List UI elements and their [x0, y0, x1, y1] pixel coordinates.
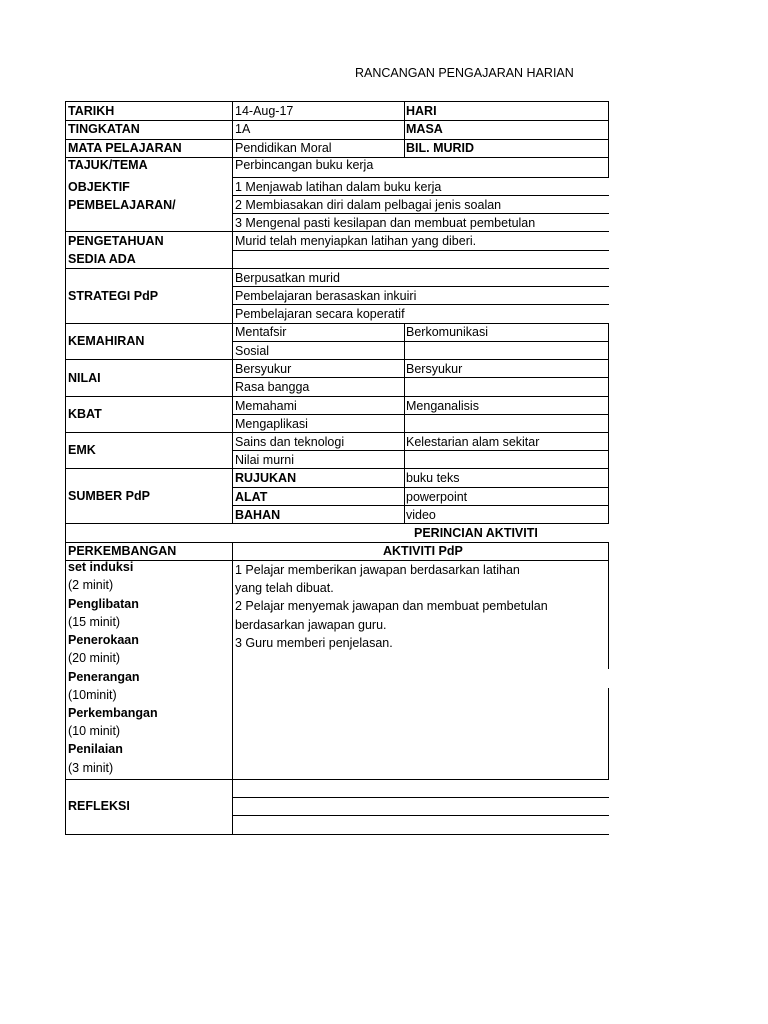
- emk-item[interactable]: Sains dan teknologi: [235, 435, 345, 449]
- strategi-item[interactable]: Berpusatkan murid: [235, 271, 340, 285]
- pengetahuan-value[interactable]: Murid telah menyiapkan latihan yang diberi.: [235, 234, 477, 248]
- aktiviti-header: AKTIVITI PdP: [383, 544, 463, 558]
- page-title: RANCANGAN PENGAJARAN HARIAN: [355, 66, 574, 80]
- phase-time: (20 minit): [68, 651, 121, 665]
- sumber-label: SUMBER PdP: [68, 489, 150, 503]
- phase-time: (10 minit): [68, 724, 121, 738]
- phase-name: Perkembangan: [68, 706, 158, 720]
- aktiviti-line[interactable]: 3 Guru memberi penjelasan.: [235, 636, 393, 650]
- mata-pelajaran-label: MATA PELAJARAN: [68, 141, 182, 155]
- refleksi-line-2[interactable]: [233, 798, 608, 815]
- phase-name: Penerokaan: [68, 633, 139, 647]
- pengetahuan-label-1: PENGETAHUAN: [68, 234, 164, 248]
- aktiviti-line[interactable]: berdasarkan jawapan guru.: [235, 618, 387, 632]
- bahan-label: BAHAN: [235, 508, 281, 522]
- tajuk-label: TAJUK/TEMA: [68, 158, 148, 172]
- rujukan-label: RUJUKAN: [235, 471, 297, 485]
- kbat-item[interactable]: Mengaplikasi: [235, 417, 308, 431]
- phase-name: set induksi: [68, 560, 134, 574]
- phase-time: (15 minit): [68, 615, 121, 629]
- strategi-item[interactable]: Pembelajaran berasaskan inkuiri: [235, 289, 417, 303]
- emk-item[interactable]: Kelestarian alam sekitar: [406, 435, 540, 449]
- tajuk-value[interactable]: Perbincangan buku kerja: [235, 158, 374, 172]
- kbat-label: KBAT: [68, 407, 102, 421]
- bahan-value[interactable]: video: [406, 508, 436, 522]
- alat-label: ALAT: [235, 490, 268, 504]
- nilai-label: NILAI: [68, 371, 101, 385]
- pengetahuan-label-2: SEDIA ADA: [68, 252, 136, 266]
- nilai-item[interactable]: Rasa bangga: [235, 380, 310, 394]
- kemahiran-item[interactable]: Berkomunikasi: [406, 325, 488, 339]
- kemahiran-item[interactable]: Mentafsir: [235, 325, 287, 339]
- objektif-label-2: PEMBELAJARAN/: [68, 198, 176, 212]
- kbat-item[interactable]: Menganalisis: [406, 399, 479, 413]
- refleksi-line-3[interactable]: [233, 816, 608, 833]
- bil-murid-label: BIL. MURID: [406, 141, 475, 155]
- objektif-item[interactable]: 2 Membiasakan diri dalam pelbagai jenis soalan: [235, 198, 502, 212]
- phase-time: (2 minit): [68, 578, 114, 592]
- refleksi-line-1[interactable]: [233, 780, 608, 797]
- emk-label: EMK: [68, 443, 96, 457]
- kbat-item[interactable]: Memahami: [235, 399, 297, 413]
- phase-name: Penilaian: [68, 742, 123, 756]
- objektif-item[interactable]: 1 Menjawab latihan dalam buku kerja: [235, 180, 442, 194]
- rujukan-value[interactable]: buku teks: [406, 471, 460, 485]
- kemahiran-label: KEMAHIRAN: [68, 334, 145, 348]
- emk-item[interactable]: Nilai murni: [235, 453, 295, 467]
- objektif-item[interactable]: 3 Mengenal pasti kesilapan dan membuat pembetulan: [235, 216, 536, 230]
- alat-value[interactable]: powerpoint: [406, 490, 468, 504]
- perincian-title: PERINCIAN AKTIVITI: [414, 526, 538, 540]
- aktiviti-line[interactable]: 2 Pelajar menyemak jawapan dan membuat pembetulan: [235, 599, 548, 613]
- strategi-item[interactable]: Pembelajaran secara koperatif: [235, 307, 405, 321]
- strategi-label: STRATEGI PdP: [68, 289, 159, 303]
- tarikh-label: TARIKH: [68, 104, 115, 118]
- mata-pelajaran-value[interactable]: Pendidikan Moral: [235, 141, 332, 155]
- phase-time: (3 minit): [68, 761, 114, 775]
- aktiviti-line[interactable]: yang telah dibuat.: [235, 581, 334, 595]
- objektif-label-1: OBJEKTIF: [68, 180, 130, 194]
- tarikh-value[interactable]: 14-Aug-17: [235, 104, 294, 118]
- hari-label: HARI: [406, 104, 437, 118]
- phase-time: (10minit): [68, 688, 117, 702]
- phase-name: Penglibatan: [68, 597, 139, 611]
- tingkatan-value[interactable]: 1A: [235, 122, 251, 136]
- aktiviti-line[interactable]: 1 Pelajar memberikan jawapan berdasarkan latihan: [235, 563, 520, 577]
- tingkatan-label: TINGKATAN: [68, 122, 140, 136]
- masa-label: MASA: [406, 122, 443, 136]
- kemahiran-item[interactable]: Sosial: [235, 344, 270, 358]
- refleksi-label: REFLEKSI: [68, 799, 130, 813]
- phase-name: Penerangan: [68, 670, 140, 684]
- perkembangan-header: PERKEMBANGAN: [68, 544, 177, 558]
- nilai-item[interactable]: Bersyukur: [406, 362, 463, 376]
- nilai-item[interactable]: Bersyukur: [235, 362, 292, 376]
